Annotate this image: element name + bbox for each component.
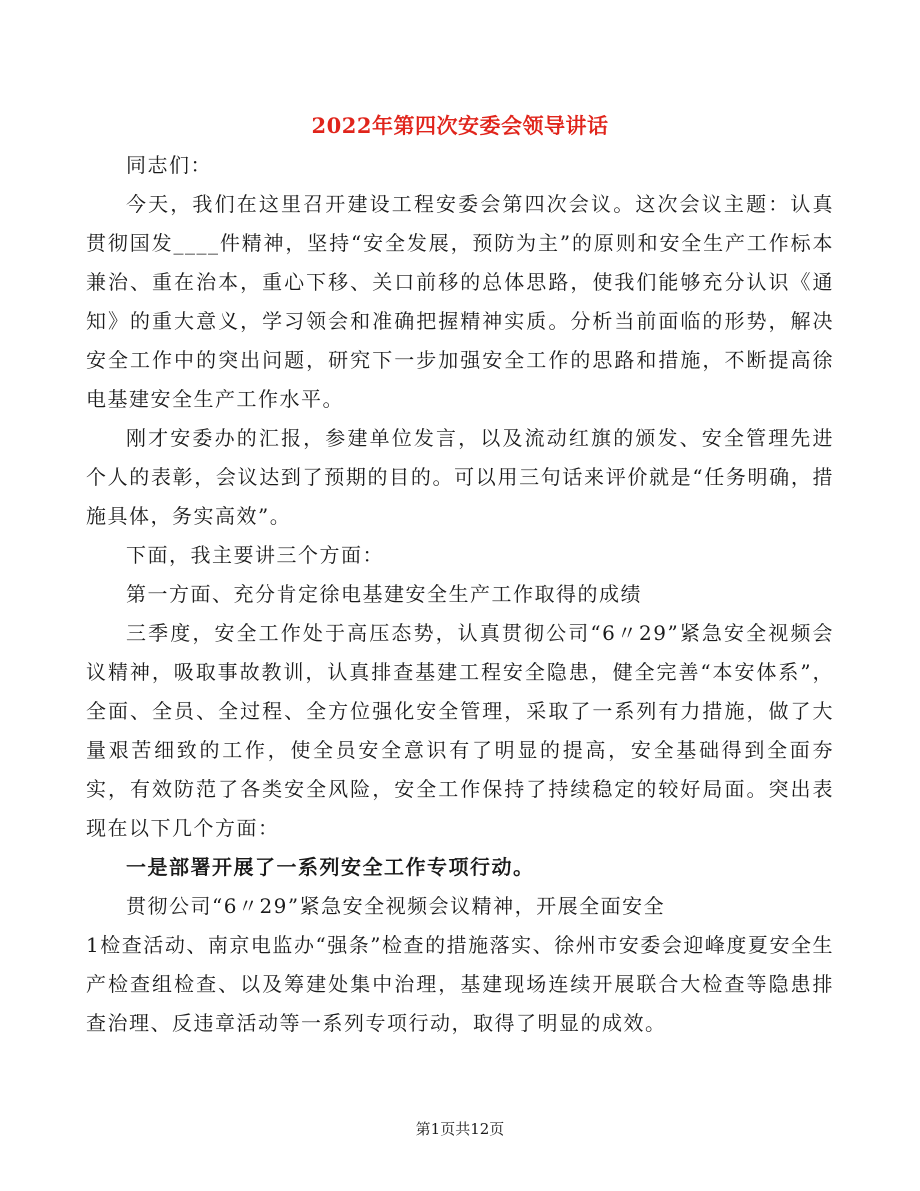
paragraph-intro: 今天，我们在这里召开建设工程安委会第四次会议。这次会议主题：认真贯彻国发____件精神，坚持“安全发展，预防为主”的原则和安全生产工作标本兼治、重在治本，重心下移、关口前移的总体思路，使我们能够充分认识《通知》的重大意义，学习领会和准确把握精神实质。分析当前面临的形势，解决安全工作中的突出问题，研究下一步加强安全工作的思路和措施，不断提高徐电基建安全生产工作水平。 (86, 192, 834, 411)
paragraph-achievements: 三季度，安全工作处于高压态势，认真贯彻公司“6〃29”紧急安全视频会议精神，吸取事故教训，认真排查基建工程安全隐患，健全完善“本安体系”，全面、全员、全过程、全方位强化安全管理，采取了一系列有力措施，做了大量艰苦细致的工作，使全员安全意识有了明显的提高，安全基础得到全面夯实，有效防范了各类安全风险，安全工作保持了持续稳定的较好局面。突出表现在以下几个方面： (86, 621, 834, 840)
paragraph-summary: 刚才安委办的汇报，参建单位发言，以及流动红旗的颁发、安全管理先进个人的表彰，会议达到了预期的目的。可以用三句话来评价就是“任务明确，措施具体，务实高效”。 (86, 426, 834, 528)
paragraph-greeting: 同志们： (126, 153, 212, 177)
page-number: 第1页共12页 (415, 1120, 505, 1138)
document-body (86, 146, 834, 1043)
paragraph-inspection: 1检查活动、南京电监办“强条”检查的措施落实、徐州市安委会迎峰度夏安全生产检查组检查、以及筹建处集中治理，基建现场连续开展联合大检查等隐患排查治理、反违章活动等一系列专项行动，取得了明显的成效。 (86, 933, 834, 1035)
subheading-first-point: 一是部署开展了一系列安全工作专项行动。 (126, 855, 535, 879)
paragraph-campaign: 贯彻公司“6〃29”紧急安全视频会议精神，开展全面安全 (126, 894, 666, 918)
section-heading-first: 第一方面、充分肯定徐电基建安全生产工作取得的成绩 (126, 582, 642, 606)
paragraph-outline: 下面，我主要讲三个方面： (126, 543, 384, 567)
document-title: 2022年第四次安委会领导讲话 (311, 113, 609, 138)
